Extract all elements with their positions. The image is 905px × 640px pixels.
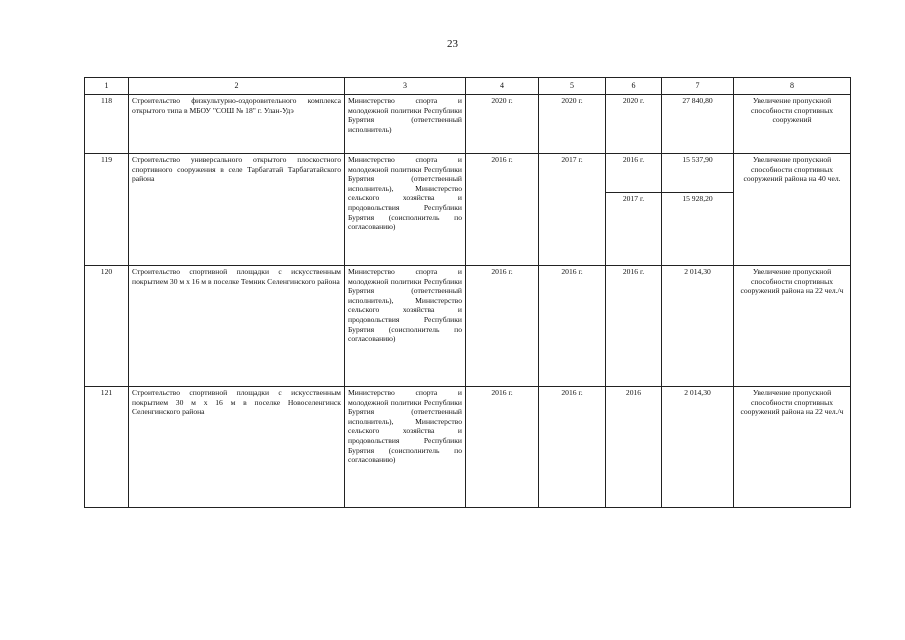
column-header: 3	[345, 78, 466, 95]
table-row	[85, 387, 851, 508]
measure-name: Строительство универсального открытого плоскостного спортивного сооружения в селе Тарбагатай Тарбагатайского района	[129, 154, 345, 266]
executor: Министерство спорта и молодежной политики Республики Бурятия (ответственный исполнитель)	[345, 95, 466, 154]
expected-result: Увеличение пропускной способности спортивных сооружений	[734, 95, 851, 154]
row-number: 120	[85, 266, 129, 387]
finance-amount: 2 014,30	[662, 266, 734, 387]
start-year: 2016 г.	[466, 387, 539, 508]
finance-amount: 15 537,90	[662, 154, 734, 193]
table-row	[85, 95, 851, 154]
finance-year: 2016	[606, 387, 662, 508]
finance-year: 2017 г.	[606, 193, 662, 266]
start-year: 2020 г.	[466, 95, 539, 154]
expected-result: Увеличение пропускной способности спортивных сооружений района на 40 чел.	[734, 154, 851, 266]
finance-amount: 2 014,30	[662, 387, 734, 508]
end-year: 2017 г.	[539, 154, 606, 266]
start-year: 2016 г.	[466, 154, 539, 266]
measure-name: Строительство спортивной площадки с искусственным покрытием 30 м х 16 м в поселке Новоселенгинск Селенгинского района	[129, 387, 345, 508]
finance-amount: 15 928,20	[662, 193, 734, 266]
measure-name: Строительство физкультурно-оздоровительного комплекса открытого типа в МБОУ "СОШ № 18" г. Улан-Удэ	[129, 95, 345, 154]
row-number: 118	[85, 95, 129, 154]
row-number: 121	[85, 387, 129, 508]
column-header: 4	[466, 78, 539, 95]
measures-table	[84, 77, 851, 508]
end-year: 2016 г.	[539, 266, 606, 387]
finance-year: 2016 г.	[606, 154, 662, 193]
table-row	[85, 266, 851, 387]
table-header-row	[85, 78, 851, 95]
end-year: 2020 г.	[539, 95, 606, 154]
column-header: 1	[85, 78, 129, 95]
end-year: 2016 г.	[539, 387, 606, 508]
finance-year: 2016 г.	[606, 266, 662, 387]
start-year: 2016 г.	[466, 266, 539, 387]
column-header: 5	[539, 78, 606, 95]
expected-result: Увеличение пропускной способности спортивных сооружений района на 22 чел./ч	[734, 266, 851, 387]
row-number: 119	[85, 154, 129, 266]
column-header: 6	[606, 78, 662, 95]
column-header: 7	[662, 78, 734, 95]
finance-amount: 27 840,80	[662, 95, 734, 154]
executor: Министерство спорта и молодежной политики Республики Бурятия (ответственный исполнитель), Министерство сельского хозяйства и продовольствия Республики Бурятия (соисполнитель по согласованию)	[345, 266, 466, 387]
expected-result: Увеличение пропускной способности спортивных сооружений района на 22 чел./ч	[734, 387, 851, 508]
measure-name: Строительство спортивной площадки с искусственным покрытием 30 м х 16 м в поселке Темник Селенгинского района	[129, 266, 345, 387]
finance-year: 2020 г.	[606, 95, 662, 154]
column-header: 2	[129, 78, 345, 95]
executor: Министерство спорта и молодежной политики Республики Бурятия (ответственный исполнитель), Министерство сельского хозяйства и продовольствия Республики Бурятия (соисполнитель по согласованию)	[345, 154, 466, 266]
executor: Министерство спорта и молодежной политики Республики Бурятия (ответственный исполнитель), Министерство сельского хозяйства и продовольствия Республики Бурятия (соисполнитель по согласованию)	[345, 387, 466, 508]
page-number: 23	[447, 38, 458, 50]
table-row	[85, 154, 851, 193]
column-header: 8	[734, 78, 851, 95]
